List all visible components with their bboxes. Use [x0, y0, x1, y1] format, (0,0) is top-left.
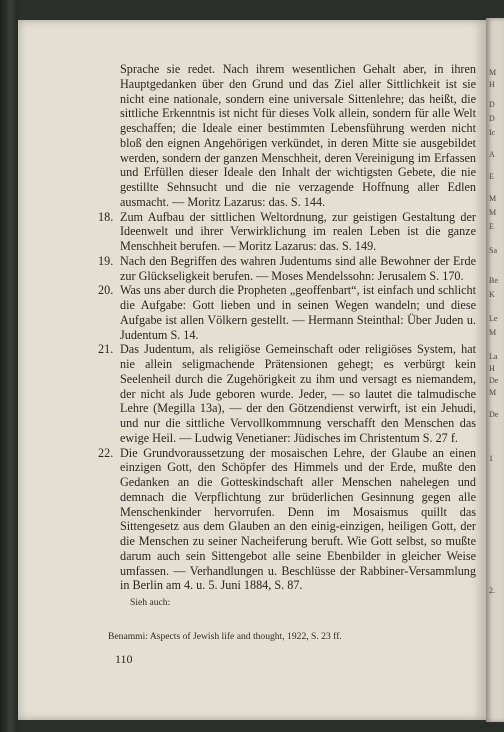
item-number: 21.	[98, 342, 114, 357]
numbered-quote-18	[98, 209, 476, 254]
item-number: 19.	[98, 253, 114, 268]
item-text: Nach den Begriffen des wahren Judentums sind alle Bewohner der Erde zur Glückseligkeit berufen. — Moses Mendelssohn: Jerusalem S. 170.	[120, 253, 476, 283]
item-text: Die Grundvoraussetzung der mosaischen Lehre, der Glaube an einen einzigen Gott, den Schöpfer des Himmels und der Erde, mußte den Gedanken an die Gotteskindschaft aller Menschen nahelegen und demnach die Verpflichtung zur brüderlichen Gesinnung gegen alle Menschenkinder hervorrufen. Denn im Mosaismus quillt das Sittengesetz aus dem Glauben an den einig-einzigen, heiligen Gott, der die Menschen zu seiner Nacheiferung beruft. Wie Gott selbst, so mußte darum auch sein Sittengebot alle seine Ebenbilder in gleicher Weise umfassen. — Verhandlungen u. Beschlüsse der Rabbiner-Versammlung in Berlin am 4. u. 5. Juni 1884, S. 87.	[120, 445, 476, 593]
adjacent-page-fragment: E	[489, 172, 494, 181]
adjacent-page-fragment: De	[489, 410, 499, 419]
numbered-quote-19	[98, 253, 476, 284]
numbered-quote-20	[98, 283, 476, 342]
adjacent-page-fragment: H	[489, 80, 495, 89]
item-text: Das Judentum, als religiöse Gemeinschaft oder religiöses System, hat nie allein seligmachende Prätensionen gehegt; es verbürgt kein Seelenheil durch die Zugehörigkeit zu ihm und versagt es niemandem, der nicht als Jude geboren wurde. Jeder, — so lautet die talmudische Lehre (Megilla 13a), — der den Götzendienst verwirft, ist ein Jehudi, und nur die sittliche Vervollkommnung verschafft den Menschen das ewige Heil. — Ludwig Venetianer: Jüdisches im Christentum S. 27 f.	[120, 342, 476, 445]
item-number: 18.	[98, 209, 114, 224]
see-also-label: Sieh auch:	[130, 597, 171, 608]
adjacent-page-fragment: Le	[489, 314, 498, 323]
adjacent-page-fragment: 1	[489, 454, 493, 463]
adjacent-page-fragment: E	[489, 222, 494, 231]
see-also-reference: Benammi: Aspects of Jewish life and thought, 1922, S. 23 ff.	[108, 631, 342, 642]
adjacent-page-fragment: H	[489, 364, 495, 373]
adjacent-page-edge	[486, 18, 504, 722]
intro-paragraph: Sprache sie redet. Nach ihrem wesentlichen Gehalt aber, in ihren Hauptgedanken über den Grund und das Ziel aller Sittlichkeit ist sie nicht eine nationale, sondern eine universale Sittenlehre; das heißt, die sittliche Erkenntnis ist nicht für dieses Volk allein, sondern für alle Welt geschaffen; die Ideale einer bestimmten Lebensführung werden nicht bloß den eignen Angehörigen verkündet, in deren Mitte sie ausgebildet werden, sondern der ganzen Menschheit, deren Vereinigung im Erfassen und Erfüllen dieser Ideale den Inhalt der wichtigsten Gebete, die nie gestillte Sehnsucht und die nie verzagende Hoffnung aller Edlen ausmacht. — Moritz Lazarus: das. S. 144.	[120, 62, 476, 209]
adjacent-page-fragment: Be	[489, 276, 498, 285]
item-number: 20.	[98, 283, 114, 298]
page-body	[98, 62, 476, 609]
adjacent-page-fragment: A	[489, 150, 495, 159]
item-text: Zum Aufbau der sittlichen Weltordnung, zur geistigen Gestaltung der Ideenwelt und ihrer Verwirklichung im realen Leben ist die ganze Menschheit berufen. — Moritz Lazarus: das. S. 149.	[120, 209, 476, 253]
book-binding	[0, 0, 18, 732]
adjacent-page-fragment: La	[489, 352, 498, 361]
page-number: 110	[115, 652, 133, 666]
adjacent-page-fragment: D	[489, 100, 495, 109]
adjacent-page-fragment: M	[489, 208, 497, 217]
adjacent-page-fragment: M	[489, 194, 497, 203]
adjacent-page-fragment: 2.	[489, 586, 495, 595]
adjacent-page-fragment: Ic	[489, 128, 496, 137]
adjacent-page-fragment: M	[489, 388, 497, 397]
adjacent-page-fragment: M	[489, 68, 497, 77]
adjacent-page-fragment: D	[489, 114, 495, 123]
adjacent-page-fragment: De	[489, 376, 499, 385]
item-number: 22.	[98, 445, 114, 460]
numbered-quote-22	[98, 445, 476, 594]
adjacent-page-fragment: K	[489, 290, 495, 299]
adjacent-page-fragment: Sa	[489, 246, 497, 255]
adjacent-page-fragment: M	[489, 328, 497, 337]
numbered-quote-21	[98, 342, 476, 445]
item-text: Was uns aber durch die Propheten „geoffenbart“, ist einfach und schlicht die Aufgabe: Gott lieben und in seinen Wegen wandeln; und diese Aufgabe ist allen Völkern gestellt. — Hermann Steinthal: Über Juden u. Judentum S. 14.	[120, 283, 476, 342]
